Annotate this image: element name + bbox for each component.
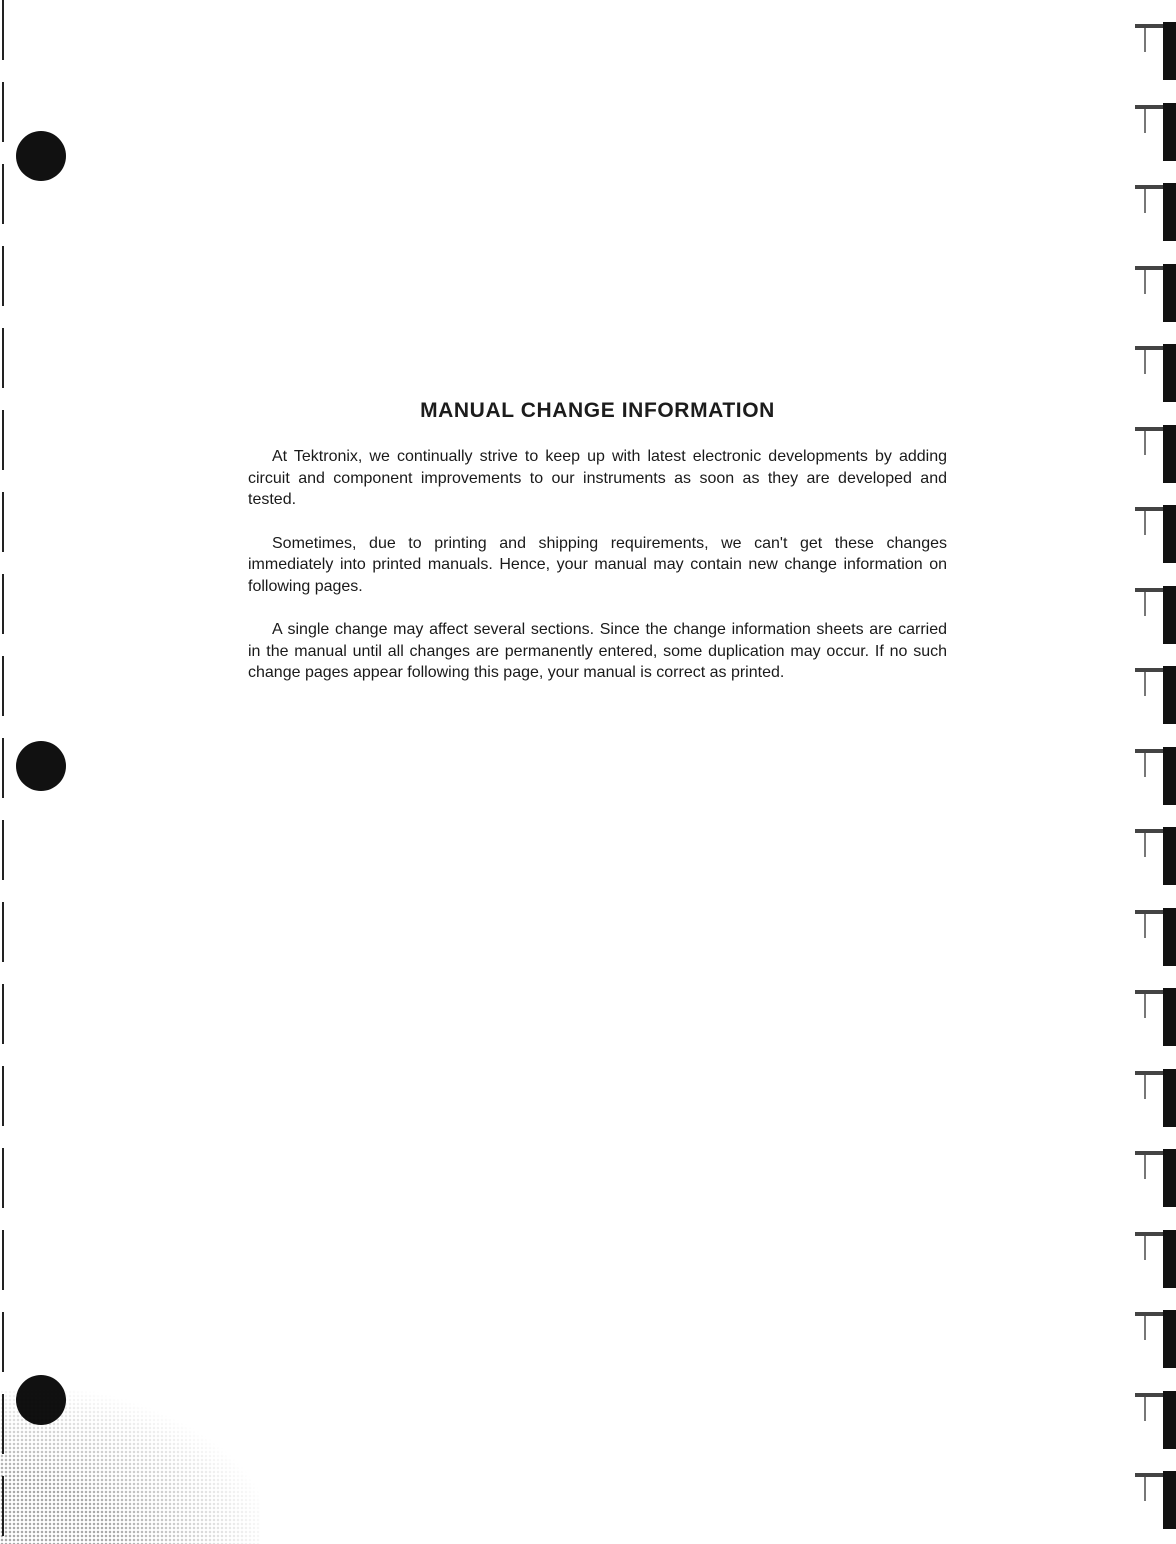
paragraph-duplication: A single change may affect several sections. Since the change information sheets are carried in the manual until all changes are permanently entered, some duplication may occur. If no such change pages appear following this page, your manual is correct as printed.	[248, 621, 947, 681]
binding-clip	[1135, 105, 1163, 109]
binding-clip	[1135, 1071, 1163, 1075]
binding-tooth	[1163, 1471, 1176, 1529]
binding-tooth	[1163, 747, 1176, 805]
binding-clip	[1135, 1312, 1163, 1316]
binding-clip	[1135, 990, 1163, 994]
binding-stem	[1144, 672, 1146, 696]
binding-stem	[1144, 28, 1146, 52]
binding-clip	[1135, 507, 1163, 511]
binding-tooth	[1163, 666, 1176, 724]
binding-stem	[1144, 511, 1146, 535]
binding-clip	[1135, 588, 1163, 592]
scan-halftone-smudge	[0, 1390, 260, 1544]
binding-stem	[1144, 1397, 1146, 1421]
binding-tooth	[1163, 103, 1176, 161]
binding-clip	[1135, 749, 1163, 753]
binding-clip	[1135, 829, 1163, 833]
binding-stem	[1144, 994, 1146, 1018]
binding-clip	[1135, 427, 1163, 431]
binding-stem	[1144, 350, 1146, 374]
binding-tooth	[1163, 1230, 1176, 1288]
binding-stem	[1144, 592, 1146, 616]
paragraph-printing-delays: Sometimes, due to printing and shipping requirements, we can't get these changes immediately into printed manuals. Hence, your manual may contain new change information on following pages.	[248, 534, 947, 595]
binding-stem	[1144, 1075, 1146, 1099]
binding-tooth	[1163, 1069, 1176, 1127]
binding-stem	[1144, 833, 1146, 857]
binding-tooth	[1163, 827, 1176, 885]
binding-tooth	[1163, 1310, 1176, 1368]
binding-clip	[1135, 266, 1163, 270]
binding-tooth	[1163, 505, 1176, 563]
binding-clip	[1135, 910, 1163, 914]
binding-tooth	[1163, 1149, 1176, 1207]
binding-stem	[1144, 109, 1146, 133]
binding-clip	[1135, 1393, 1163, 1397]
left-margin-scan-line	[2, 0, 4, 1544]
page-title: MANUAL CHANGE INFORMATION	[420, 399, 775, 422]
binding-stem	[1144, 431, 1146, 455]
binding-clip	[1135, 24, 1163, 28]
binding-clip	[1135, 346, 1163, 350]
binding-clip	[1135, 1473, 1163, 1477]
binding-stem	[1144, 189, 1146, 213]
binding-stem	[1144, 270, 1146, 294]
binding-tooth	[1163, 1391, 1176, 1449]
binding-tooth	[1163, 908, 1176, 966]
binding-clip	[1135, 1151, 1163, 1155]
manual-change-notice	[248, 396, 947, 706]
binding-tooth	[1163, 586, 1176, 644]
binding-tooth	[1163, 988, 1176, 1046]
binding-tooth	[1163, 183, 1176, 241]
binding-stem	[1144, 1155, 1146, 1179]
binding-stem	[1144, 914, 1146, 938]
binding-tooth	[1163, 344, 1176, 402]
punch-hole-middle	[16, 741, 66, 791]
binding-tooth	[1163, 264, 1176, 322]
binding-clip	[1135, 668, 1163, 672]
binding-clip	[1135, 185, 1163, 189]
binding-tooth	[1163, 22, 1176, 80]
binding-tooth	[1163, 425, 1176, 483]
binding-stem	[1144, 753, 1146, 777]
spiral-binding-comb	[1126, 0, 1176, 1544]
paragraph-intro: At Tektronix, we continually strive to keep up with latest electronic developments by adding circuit and component improvements to our instruments as soon as they are developed and tested.	[248, 448, 947, 508]
binding-stem	[1144, 1236, 1146, 1260]
binding-stem	[1144, 1477, 1146, 1501]
binding-stem	[1144, 1316, 1146, 1340]
punch-hole-top	[16, 131, 66, 181]
binding-clip	[1135, 1232, 1163, 1236]
